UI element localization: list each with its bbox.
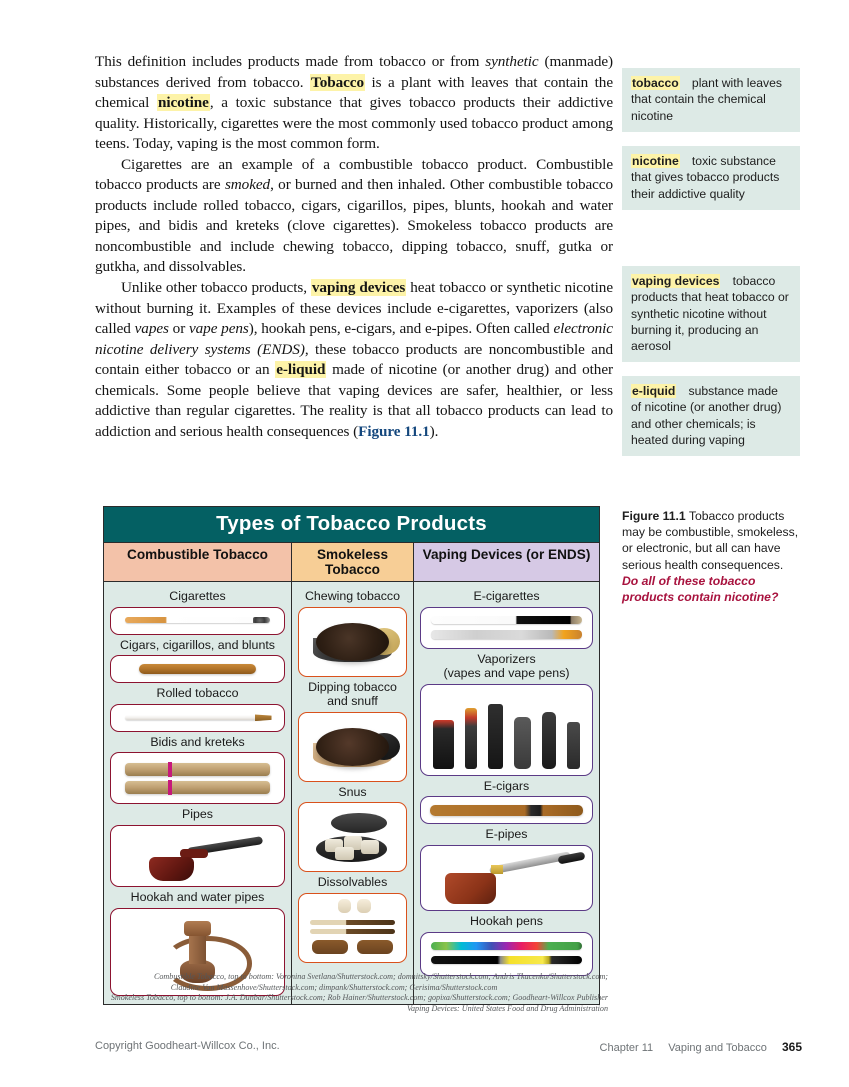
- credit-line: Vaping Devices: United States Food and Drug Administration: [406, 1003, 608, 1013]
- figure-column-header-vaping: Vaping Devices (or ENDS): [413, 542, 599, 581]
- glossary-term: vaping devices: [632, 274, 720, 288]
- figure-item-label: E-pipes: [485, 827, 528, 842]
- photo-credits: [60, 972, 608, 1014]
- art-shape: [431, 630, 581, 639]
- art-shape: [139, 664, 257, 674]
- art-shape: [431, 942, 581, 950]
- body-paragraph: [95, 155, 613, 278]
- figure-item-card: [110, 704, 285, 732]
- footer-copyright: Copyright Goodheart-Willcox Co., Inc.: [95, 1040, 280, 1052]
- footer-chapter-info: [600, 1040, 802, 1054]
- product-photo-rolled: [111, 705, 284, 731]
- text-run: , these tobacco products are noncombustible and contain either tobacco or an: [95, 340, 613, 379]
- product-photo-snus: [299, 803, 406, 871]
- glossary-definition: toxic substance that gives tobacco products their addictive quality: [631, 154, 780, 201]
- art-shape: [338, 899, 352, 913]
- body-text-column: [95, 52, 613, 442]
- glossary-entry: [622, 68, 800, 132]
- text-run: (manmade) substances derived from tobacco.: [95, 53, 614, 91]
- text-run: Unlike other tobacco products,: [121, 279, 311, 297]
- art-shape: [125, 617, 270, 623]
- glossary-term: nicotine: [632, 154, 679, 168]
- art-shape: [433, 720, 453, 769]
- art-shape: [168, 780, 172, 795]
- art-shape: [431, 616, 581, 625]
- glossary-entry: [622, 146, 800, 210]
- figure-item-card: [298, 802, 407, 872]
- text-run: Cigarettes are an example of a combustible tobacco product. Combustible tobacco products are: [95, 155, 613, 194]
- figure-column-combustible: [104, 581, 291, 1004]
- figure-item-card: [110, 655, 285, 683]
- glossary-definition: plant with leaves that contain the chemical nicotine: [631, 76, 783, 123]
- art-shape: [567, 722, 580, 770]
- art-shape: [361, 840, 379, 854]
- figure-item-label: Hookah and water pipes: [130, 889, 265, 904]
- product-photo-vaporizers: [421, 685, 592, 775]
- text-run: This definition includes products made from tobacco or from: [95, 53, 486, 70]
- text-run: or: [168, 320, 189, 338]
- art-shape: [331, 813, 387, 833]
- figure-body: [104, 581, 599, 1004]
- figure-caption: [622, 508, 802, 605]
- product-photo-pipe: [111, 826, 284, 886]
- figure-item-label: Hookah pens: [469, 913, 544, 928]
- product-photo-cigarette: [111, 608, 284, 634]
- figure-item-label: Cigars, cigarillos, and blunts: [120, 637, 275, 652]
- product-photo-e-pipe: [421, 846, 592, 910]
- figure-item-label: Pipes: [182, 807, 213, 822]
- art-shape: [125, 763, 270, 776]
- glossary-entry: [622, 376, 800, 456]
- figure-item-card: [420, 796, 593, 824]
- art-shape: [335, 847, 353, 861]
- figure-item-label: Bidis and kreteks: [150, 734, 245, 749]
- art-shape: [428, 690, 585, 769]
- figure-item-label: E-cigars: [483, 778, 530, 793]
- figure-item-label: Dissolvables: [317, 875, 388, 890]
- art-shape: [149, 857, 194, 881]
- emphasis-text: vapes: [134, 320, 169, 338]
- page-footer: [0, 1040, 849, 1060]
- figure-column-header-smokeless: Smokeless Tobacco: [291, 542, 413, 581]
- art-shape: [168, 762, 172, 777]
- product-photo-e-cigar: [421, 797, 592, 823]
- art-shape: [316, 728, 389, 766]
- product-photo-cigar: [111, 656, 284, 682]
- footer-chapter-number: Chapter 11: [599, 1042, 654, 1054]
- figure-item-card: [110, 825, 285, 887]
- art-shape: [430, 805, 584, 815]
- figure-column-smokeless: [291, 581, 413, 1004]
- figure-header-row: [104, 542, 599, 581]
- figure-reference: Figure 11.1: [358, 422, 430, 440]
- product-photo-chewing-tin: [299, 608, 406, 676]
- body-paragraph: [95, 278, 613, 442]
- text-run: heat tobacco or synthetic nicotine without burning it. Examples of these devices include e-cigarettes, vaporizers (also called: [95, 279, 613, 338]
- text-run: , or burned and then inhaled. Other combustible tobacco products include rolled tobacco, cigars, cigarillos, pipes, blunts, hookah and water pipes, and bidis and kreteks (clove cigarettes). Smokeless tobacco products are noncombustible and include chewing tobacco, dipping tobacco, snuff, gutka or gutkha, and dissolvables.: [95, 176, 614, 276]
- art-shape: [316, 623, 389, 661]
- art-shape: [184, 921, 212, 936]
- glossary-term: tobacco: [632, 76, 679, 90]
- figure-item-label: Vaporizers (vapes and vape pens): [443, 651, 570, 681]
- text-run: , a toxic substance that gives tobacco products their addictive quality. Historically, cigarettes were the most commonly used tobacco product among teens. Today, vaping is the most common form.: [95, 94, 613, 153]
- figure-caption-text: Tobacco products may be combustible, smokeless, or electronic, but all can have serious health consequences.: [622, 509, 799, 572]
- footer-chapter-title: Vaping and Tobacco: [668, 1042, 767, 1054]
- figure-item-label: Cigarettes: [169, 589, 226, 603]
- art-shape: [357, 899, 371, 913]
- art-shape: [431, 956, 581, 964]
- figure-item-label: E-cigarettes: [473, 589, 540, 603]
- highlighted-key-term: e-liquid: [276, 361, 326, 379]
- text-run: ).: [429, 422, 439, 440]
- art-shape: [514, 717, 531, 769]
- figure-item-label: Dipping tobacco and snuff: [308, 679, 397, 709]
- glossary-sidebar: [622, 68, 800, 468]
- text-run: ), hookah pens, e-cigars, and e-pipes. Often called: [248, 320, 554, 338]
- figure-item-card: [298, 893, 407, 963]
- figure-item-card: [110, 752, 285, 804]
- figure-item-card: [420, 932, 593, 976]
- credit-line: Combustible Tobacco, top to bottom: Voronina Svetlana/Shutterstock.com; domnitsky/Shutterstock.com; Andris Tkacenko/Shutterstock.com;: [153, 972, 608, 981]
- art-shape: [357, 940, 393, 954]
- art-shape: [125, 781, 270, 794]
- emphasis-text: electronic nicotine delivery systems (ENDS): [95, 320, 613, 358]
- emphasis-text: synthetic: [485, 53, 539, 70]
- highlighted-key-term: nicotine: [157, 94, 209, 112]
- emphasis-text: smoked: [224, 176, 271, 194]
- art-shape: [312, 940, 348, 954]
- figure-item-label: Chewing tobacco: [304, 589, 401, 603]
- figure-caption-label: Figure 11.1: [622, 509, 686, 523]
- product-photo-bidis: [111, 753, 284, 803]
- figure-item-card: [110, 607, 285, 635]
- figure-title: Types of Tobacco Products: [104, 507, 599, 542]
- footer-page-number: 365: [781, 1040, 802, 1054]
- glossary-term: e-liquid: [632, 384, 676, 398]
- text-run: is a plant with leaves that contain the chemical: [95, 73, 613, 112]
- highlighted-key-term: vaping devices: [311, 279, 406, 297]
- product-photo-dipping-tin: [299, 713, 406, 781]
- art-shape: [465, 708, 478, 770]
- text-run: made of nicotine (or another drug) and other chemicals. Some people believe that vaping devices are safer, healthier, or less addictive than regular cigarettes. The reality is that all tobacco products can lead to addiction and serious health consequences (: [95, 361, 613, 440]
- credit-line: Smokeless Tobacco, top to bottom: J.A. Dunbar/Shutterstock.com; Rob Hainer/Shutterstock.com; gopixa/Shutterstock.com; Goodheart-Willcox Publisher: [110, 993, 608, 1003]
- art-shape: [125, 715, 263, 720]
- figure-item-card: [298, 712, 407, 782]
- art-shape: [488, 704, 502, 769]
- figure-types-of-tobacco-products: [103, 506, 600, 1005]
- product-photo-e-cigarettes: [421, 608, 592, 648]
- figure-item-card: [420, 684, 593, 776]
- glossary-definition: tobacco products that heat tobacco or synthetic nicotine without burning it, producing an aerosol: [631, 274, 789, 354]
- figure-column-vaping: [413, 581, 599, 1004]
- glossary-entry: [622, 266, 800, 362]
- figure-caption-question: Do all of these tobacco products contain nicotine?: [622, 573, 779, 605]
- credit-line: Claudine Van Massenhove/Shutterstock.com; dimpank/Shutterstock.com; Gerisima/Shutterstock.com: [170, 982, 498, 992]
- art-shape: [542, 712, 556, 769]
- figure-item-card: [420, 845, 593, 911]
- figure-item-card: [298, 607, 407, 677]
- art-shape: [189, 934, 206, 963]
- art-shape: [310, 929, 396, 934]
- figure-item-label: Snus: [338, 784, 367, 799]
- product-photo-dissolvables: [299, 894, 406, 962]
- body-paragraph: [95, 52, 613, 155]
- emphasis-text: vape pens: [188, 320, 249, 338]
- art-shape: [253, 617, 270, 623]
- art-shape: [255, 714, 272, 721]
- art-shape: [310, 920, 396, 925]
- glossary-definition: substance made of nicotine (or another drug) and other chemicals; is heated during vaping: [631, 384, 782, 447]
- figure-item-card: [420, 607, 593, 649]
- highlighted-key-term: Tobacco: [311, 73, 364, 91]
- figure-item-label: Rolled tobacco: [156, 686, 239, 701]
- figure-column-header-combustible: Combustible Tobacco: [104, 542, 291, 581]
- art-shape: [445, 873, 496, 904]
- product-photo-hookah-pens: [421, 933, 592, 975]
